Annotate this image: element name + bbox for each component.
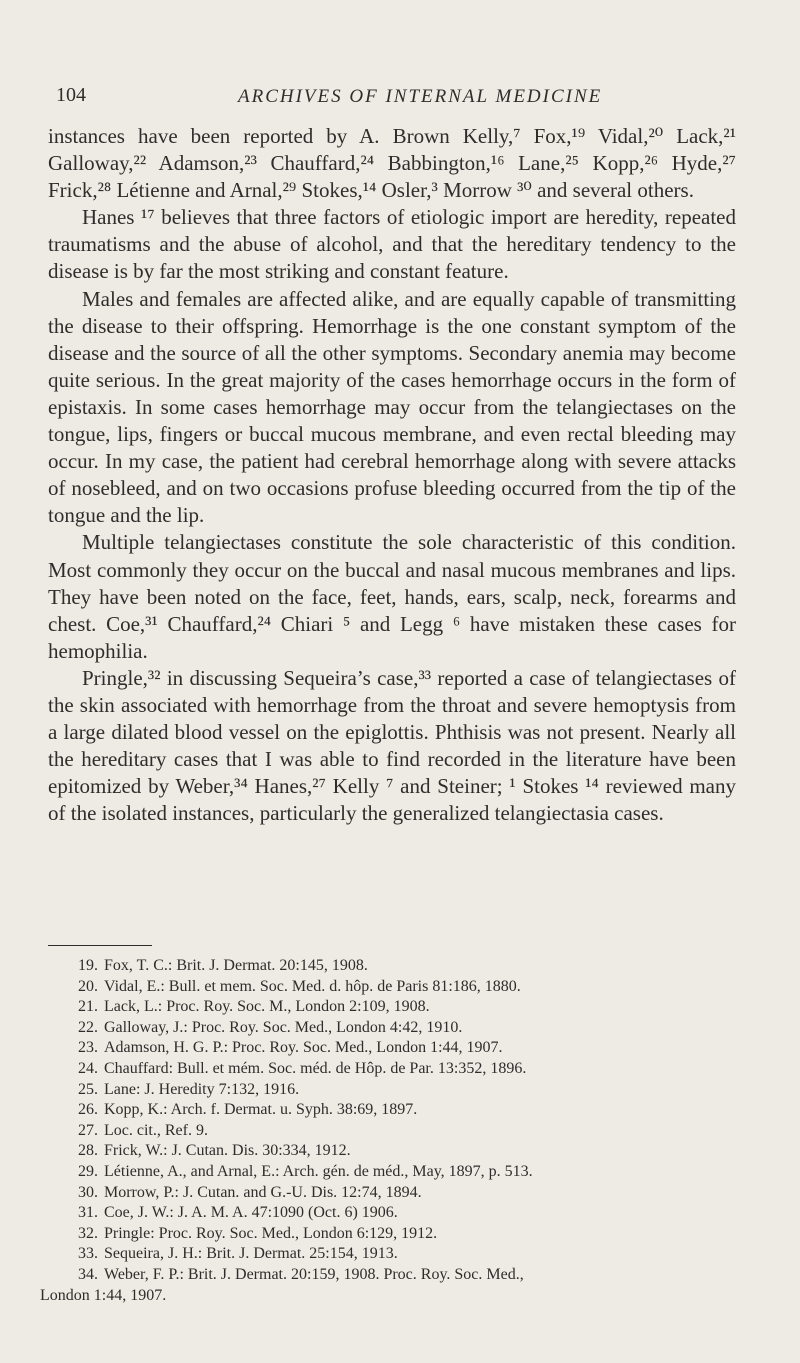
footnote (40, 997, 740, 1018)
footnote-number: 31. (78, 1204, 98, 1222)
footnote (40, 1080, 740, 1101)
footnote-text: Adamson, H. G. P.: Proc. Roy. Soc. Med., London 1:44, 1907. (104, 1039, 503, 1057)
footnote (40, 956, 740, 977)
footnote-number: 26. (78, 1101, 98, 1119)
footnote-number: 24. (78, 1059, 98, 1077)
footnote-text: Sequeira, J. H.: Brit. J. Dermat. 25:154, 1913. (104, 1245, 398, 1263)
footnote-number: 20. (78, 977, 98, 995)
footnote-text: Frick, W.: J. Cutan. Dis. 30:334, 1912. (104, 1142, 351, 1160)
footnote-number: 25. (78, 1080, 98, 1098)
paragraph-1: instances have been reported by A. Brown Kelly,⁷ Fox,¹⁹ Vidal,²⁰ Lack,²¹ Galloway,²² Adamson,²³ Chauffard,²⁴ Babbington,¹⁶ Lane,²⁵ Kopp,²⁶ Hyde,²⁷ Frick,²⁸ Létienne and Arnal,²⁹ Stokes,¹⁴ Osler,³ Morrow ³⁰ and several others. (48, 124, 736, 203)
footnote-text: Coe, J. W.: J. A. M. A. 47:1090 (Oct. 6) 1906. (104, 1204, 398, 1222)
page-number: 104 (56, 84, 86, 106)
paragraph-2: Hanes ¹⁷ believes that three factors of etiologic import are heredity, repeated traumatisms and the abuse of alcohol, and that the hereditary tendency to the disease is by far the most striking and constant feature. (48, 205, 736, 284)
footnote (40, 1244, 740, 1265)
footnote-text: Weber, F. P.: Brit. J. Dermat. 20:159, 1908. Proc. Roy. Soc. Med., (104, 1265, 524, 1283)
paragraph-3: Males and females are affected alike, and are equally capable of transmitting the disease to their offspring. Hemorrhage is the one constant symptom of the disease and the source of all the other symptoms. Secondary anemia may become quite serious. In the great majority of the cases hemorrhage occurs in the form of epistaxis. In some cases hemorrhage may occur from the telangiectases on the tongue, lips, fingers or buccal mucous membrane, and even rectal bleeding may occur. In my case, the patient had cerebral hemorrhage along with severe attacks of nosebleed, and on two occasions profuse bleeding occurred from the tip of the tongue and the lip. (48, 286, 736, 528)
footnote-text: Vidal, E.: Bull. et mem. Soc. Med. d. hôp. de Paris 81:186, 1880. (104, 977, 521, 995)
footnote (40, 1265, 740, 1286)
footnote (40, 1121, 740, 1142)
footnote-text: Lack, L.: Proc. Roy. Soc. M., London 2:109, 1908. (104, 998, 430, 1016)
footnote-text: Fox, T. C.: Brit. J. Dermat. 20:145, 1908. (104, 957, 368, 974)
footnote (40, 1059, 740, 1080)
footnote-number: 27. (78, 1121, 98, 1139)
footnote (40, 1224, 740, 1245)
footnote (40, 1018, 740, 1039)
footnote-number: 32. (78, 1224, 98, 1242)
footnote-number: 23. (78, 1039, 98, 1057)
footnote-number: 34. (78, 1265, 98, 1283)
footnote-divider (48, 945, 152, 946)
footnote (40, 1141, 740, 1162)
footnote-number: 21. (78, 998, 98, 1016)
footnote-number: 29. (78, 1162, 98, 1180)
body-text (48, 123, 736, 827)
footnote (40, 977, 740, 998)
paragraph-4: Multiple telangiectases constitute the sole characteristic of this condition. Most commonly they occur on the buccal and nasal mucous membranes and lips. They have been noted on the face, feet, hands, ears, scalp, neck, forearms and chest. Coe,³¹ Chauffard,²⁴ Chiari ⁵ and Legg ⁶ have mistaken these cases for hemophilia. (48, 530, 736, 663)
page-header (46, 84, 766, 114)
footnote-number: 30. (78, 1183, 98, 1201)
footnote-text: Galloway, J.: Proc. Roy. Soc. Med., London 4:42, 1910. (104, 1018, 463, 1036)
footnote (40, 1183, 740, 1204)
footnote-number: 28. (78, 1142, 98, 1160)
footnote (40, 1100, 740, 1121)
footnote-number: 33. (78, 1245, 98, 1263)
footnote (40, 1162, 740, 1183)
footnote-text: Kopp, K.: Arch. f. Dermat. u. Syph. 38:69, 1897. (104, 1101, 418, 1119)
paragraph-5: Pringle,³² in discussing Sequeira’s case,³³ reported a case of telangiectases of the skin associated with hemorrhage from the throat and severe hemoptysis from a large dilated blood vessel on the epiglottis. Phthisis was not present. Nearly all the hereditary cases that I was able to find recorded in the literature have been epitomized by Weber,³⁴ Hanes,²⁷ Kelly ⁷ and Steiner; ¹ Stokes ¹⁴ reviewed many of the isolated instances, particularly the generalized telangiectasia cases. (48, 665, 736, 826)
footnote-text: Loc. cit., Ref. 9. (104, 1121, 208, 1139)
footnote (40, 1038, 740, 1059)
footnote-text: Lane: J. Heredity 7:132, 1916. (104, 1080, 300, 1098)
footnote-continuation: London 1:44, 1907. (40, 1286, 167, 1304)
running-head: ARCHIVES OF INTERNAL MEDICINE (238, 86, 603, 107)
footnote-text: Morrow, P.: J. Cutan. and G.-U. Dis. 12:74, 1894. (104, 1183, 422, 1201)
footnote-number: 19. (78, 957, 98, 974)
footnote-text: Chauffard: Bull. et mém. Soc. méd. de Hôp. de Par. 13:352, 1896. (104, 1059, 527, 1077)
footnote (40, 1203, 740, 1224)
footnote-number: 22. (78, 1018, 98, 1036)
footnote-text: Pringle: Proc. Roy. Soc. Med., London 6:129, 1912. (104, 1224, 438, 1242)
footnotes (40, 956, 740, 1306)
footnote-text: Létienne, A., and Arnal, E.: Arch. gén. de méd., May, 1897, p. 513. (104, 1162, 533, 1180)
